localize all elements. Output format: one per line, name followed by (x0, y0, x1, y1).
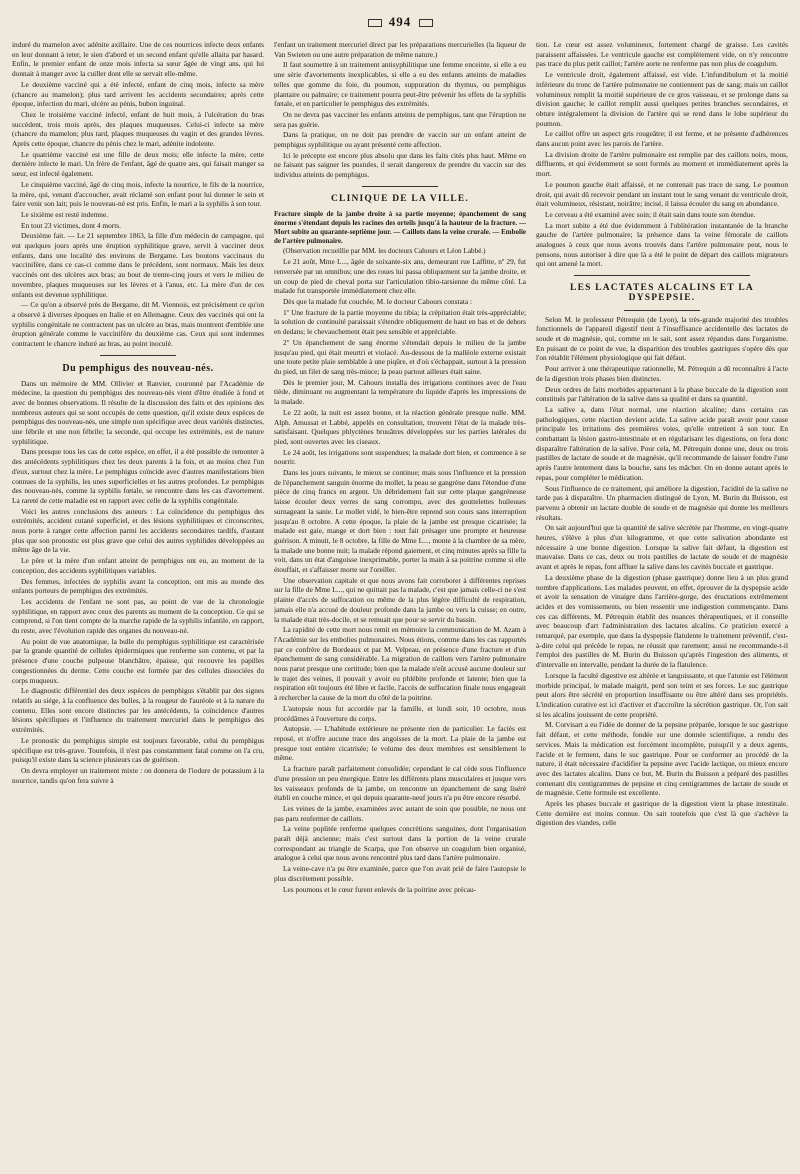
divider (100, 355, 176, 356)
paragraph: L'autopsie nous fut accordée par la famille, et lundi soir, 10 octobre, nous procédâmes à l'ouverture du corps. (274, 703, 526, 723)
paragraph: Le caillot offre un aspect gris rougeâtre; il est ferme, et ne présente d'adhérences dans aucun point avec les parois de l'artère. (536, 129, 788, 149)
paragraph: Dans la pratique, on ne doit pas prendre de vaccin sur un enfant atteint de pemphigus syphilitique ou ayant présenté cette affection. (274, 130, 526, 150)
paragraph: Le 24 août, les irrigations sont suspendues; la malade dort bien, et commence à se nourrir. (274, 447, 526, 467)
columns (12, 40, 788, 1170)
paragraph: Ici le précepte est encore plus absolu que dans les faits cités plus haut. Même en ne faisant pas saigner les pustules, il serait dangereux de prendre du vaccin sur des individus atteints de pemphigus. (274, 150, 526, 180)
paragraph: Le père et la mère d'un enfant atteint de pemphigus ont eu, au moment de la conception, des accidents syphilitiques variables. (12, 556, 264, 575)
paragraph: Des femmes, infectées de syphilis avant la conception, ont mis au monde des enfants porteurs de pemphigus des extrémités. (12, 576, 264, 596)
paragraph: On ne devra pas vacciner les enfants atteints de pemphigus, tant que l'éruption ne sera pas guérie. (274, 109, 526, 129)
paragraph: 2º Un épanchement de sang énorme s'étendait depuis le milieu de la jambe jusqu'au pied, qui était meurtri et violacé. Au-dessous de la malléole externe existait une toute petite plaie semblable à une piqûre, et d'où s'échappait, surtout à la pression du pied, un filet de sang très-mince; la peau partout ailleurs était saine. (274, 337, 526, 376)
divider (362, 186, 438, 187)
paragraph: Le diagnostic différentiel des deux espèces de pemphigus s'établit par des signes relatifs au siége, à la confluence des bulles, à la rougeur de l'auréole et à la nature du contenu. Elles sont encore distinctes par les antécédents, la coïncidence d'autres lésions spécifiques et l'influence du traitement mercuriel dans le pemphigus des extrémités. (12, 686, 264, 735)
ornament-right-icon (419, 19, 433, 27)
paragraph: Dès que la malade fut couchée, M. le docteur Cahours constata : (283, 297, 473, 307)
observation-credit: (Observation recueillie par MM. les docteurs Cahours et Léon Labbé.) (283, 246, 486, 255)
paragraph: Sous l'influence de ce traitement, qui améliore la digestion, l'acidité de la salive ne tarde pas à disparaître. Un pharmacien distingué de Lyon, M. Burin du Buisson, est parvenu à obtenir un lactate double de soude et de magnésie qui donne les meilleurs résultats. (536, 483, 788, 522)
paragraph: l'enfant un traitement mercuriel direct par les préparations mercurielles (la liqueur de Van Swieten ou une autre préparation de même nature.) (274, 40, 526, 59)
paragraph: Le poumon gauche était affaissé, et ne contenait pas trace de sang. Le poumon droit, qui avait dû recevoir pendant un instant tout le sang venant du ventricule droit, était volumineux, résistant, noirâtre; incisé, il laissa écouler du sang en abondance. (536, 179, 788, 209)
paragraph: On devra employer un traitement mixte : on donnera de l'iodure de potassium à la nourrice, tandis qu'on fera suivre à (12, 765, 264, 785)
paragraph: La veine-cave n'a pu être examinée, parce que l'on avait prié de faire l'autopsie le plus discrètement possible. (274, 864, 526, 883)
paragraph: Le pronostic du pemphigus simple est toujours favorable, celui du pemphigus spécifique est très-grave. Toutefois, il n'est pas constamment fatal comme on l'a cru, puisqu'il existe dans la science plusieurs cas de guérison. (12, 735, 264, 765)
paragraph: La mort subite a été due évidemment à l'oblitération instantanée de la branche gauche de l'artère pulmonaire; la présence dans la veine fémorale de caillots analogues à ceux que nous avons trouvés dans l'artère pulmonaire peut, nous le pensons, nous autoriser à dire que là a été le point de départ des caillots migrateurs qui ont amené la mort. (536, 220, 788, 269)
paragraph: Le deuxième vacciné qui a été infecté, enfant de cinq mois, infecte sa mère (chancre au mamelon); plus tard arrivent les accidents secondaires; après cette époque, infection du mari, ulcère au pénis, bubon inguinal. (12, 79, 264, 109)
divider (624, 310, 700, 311)
paragraph: Deuxième fait. — Le 21 septembre 1863, la fille d'un médecin de campagne, qui eut quelques jours après une éruption syphilitique grave, servit à vacciner deux enfants, dans une localité des environs de Bergame. Les boutons vaccinaux du vaccinifère, dans ce cas-ci comme dans le précédent, sont normaux. Mais les deux vaccinés ont des ulcères aux bras; au bout de trente-cinq jours et vers le milieu de novembre, plaques muqueuses sur les lèvres et à l'anus, etc. La mère d'un de ces enfants est devenue syphilitique. (12, 231, 264, 299)
paragraph: La division droite de l'artère pulmonaire est remplie par des caillots noirs, mous, diffluents, et qui évidemment se sont formés au moment et immédiatement après la mort. (536, 149, 788, 179)
paragraph: Autopsie. — L'habitude extérieure ne présente rien de particulier. Le faciès est reposé, et n'offre aucune trace des angoisses de la mort. La plaie de la jambe est presque tout entière cicatrisée; le volume des deux membres est sensiblement le même. (274, 724, 526, 763)
paragraph: On sait aujourd'hui que la quantité de salive sécrétée par l'homme, en vingt-quatre heures, s'élève à plus d'un kilogramme, et que cette salivation abondante est nécessaire à une bonne digestion. Lorsque la salive fait défaut, la digestion est mauvaise. Dans ce cas, deux ou trois pastilles de lactate de soude et de magnésie avant et après le repas, font affluer la salive dans les cavités buccale et gastrique. (536, 523, 788, 572)
page-number: 494 (388, 14, 412, 29)
paragraph: Voici les autres conclusions des auteurs : La coïncidence du pemphigus des extrémités, accident cutané superficiel, et des lésions syphilitiques et circonscrites, nous porte à ranger cette affection parmi les accidents secondaires tardifs, d'autant plus que son pronostic est plus grave que celui des autres syphilides développées au même âge de la vie. (12, 506, 264, 555)
paragraph: La deuxième phase de la digestion (phase gastrique) donne lieu à un plus grand nombre d'applications. Les malades peuvent, en effet, éprouver de la dyspepsie acide et avoir la sensation de vinaigre dans l'arrière-gorge, des éructations extrêmement acides et des vomissements, ou bien ressentir une indigestion commençante. Dans ces cas différents, M. Pétrequin établit des nuances thérapeutiques, et il conseille avec beaucoup d'art l'administration des lactates alcalins. Ce praticien exercé a remarqué, par exemple, que dans la dyspepsie flatulente le traitement préventif, c'est-à-dire celui qui précède le repas, ne réussit que rarement; aussi ne recommande-t-il l'emploi des pastilles de M. Burin du Buisson qu'après l'ingestion des aliments, et d'intervalle en intervalle, pendant la durée de la flatulence. (536, 572, 788, 670)
article-summary: Fracture simple de la jambe droite à sa partie moyenne; épanchement de sang énorme s'étendant depuis les racines des orteils jusqu'à la hauteur de la fracture. — Mort subite au quarante-septième jour. — Caillots dans la veine crurale. — Embolie de l'artère pulmonaire. (274, 209, 526, 245)
paragraph: — Ce qu'on a observé près de Bergame, dit M. Viennois, est précisément ce qu'on a observé à diverses époques en Italie et en Allemagne. Ceux des vaccinés qui ont la syphilis congénitale ne contractent pas un ulcère au bras, mais montrent d'emblée une éruption générale comme le vaccinifère du deuxième cas. Ceux qui sont indemnes contractent le chancre induré au bras, au point inoculé. (12, 300, 264, 349)
paragraph: La salive a, dans l'état normal, une réaction alcaline; dans certains cas pathologiques, cette réaction devient acide. La salive acide paraît avoir pour cause principale les irritations des premières voies, qu'elle entretient à son tour. En combattant la lésion gastro-intestinale et en régularisant les digestions, on fera donc disparaître l'altération de la salive. Pour cela, M. Pétrequin donne une, deux ou trois pastilles de lactate de soude et de magnésie, qu'il recommande de laisser fondre l'une après l'autre lentement dans la bouche, sans les mâcher. On en donne autant après le repas, pour compléter le médication. (536, 404, 788, 482)
paragraph: Lorsque la faculté digestive est altérée et languissante, et que l'atonie est l'élément morbide principal, le malade maigrit, perd son teint et ses forces. Le suc gastrique peut alors être sécrété en proportion insuffisante ou être altéré dans ses propriétés. L'indication curative est ici d'activer et d'accroître la sécrétion gastrique. Or, l'on sait si les alcalins jouissent de cette propriété. (536, 670, 788, 719)
section-title: LES LACTATES ALCALINS ET LA DYSPEPSIE. (570, 283, 754, 303)
paragraph: Dans un mémoire de MM. Ollivier et Ranvier, couronné par l'Académie de médecine, la question du pemphigus des nouveau-nés vient d'être étudiée à fond et avec de bonnes observations. Il résulte de la discussion des faits et des opinions des nombreux auteurs qui se sont occupés de cette question, qu'il existe deux espèces de pemphigus des nouveau-nés, une simple non spécifique avec deux variétés distinctes, une fébrile et une non fébrile; la seconde, qui occupe les extrémités, est de nature syphilitique. (12, 378, 264, 446)
paragraph: Selon M. le professeur Pétrequin (de Lyon), la très-grande majorité des troubles fonctionnels de l'appareil digestif tient à l'insuffisance accidentelle des lactates de soude et de magnésie, qui, comme on le sait, sont assez répandus dans l'organisme. En puisant de ce point de vue, la disparition des troubles gastriques s'opère dès que l'on rétablit l'élément physiologique qui fait défaut. (536, 314, 788, 363)
paragraph: Le cinquième vacciné, âgé de cinq mois, infecte la nourrice, le fils de la nourrice, la mère, qui, venant d'accoucher, avait réclamé son enfant pour lui donner le sein et faire venir son lait; puis le nouveau-né est pris. Enfin, le mari a la syphilis à son tour. (12, 179, 264, 209)
divider (574, 275, 750, 276)
section-title: CLINIQUE DE LA VILLE. (330, 193, 469, 204)
paragraph: Dans les jours suivants, le mieux se continue; mais sous l'influence et la pression de l'épanchement sanguin énorme du mollet, la peau se gangrène dans l'étendue d'une pièce de cinq francs en argent. Un débridement fait sur cette plaque gangréneuse laisse écouler deux verres de sang corrompu, avec des gouttelettes huileuses surnageant la sanie. Le mollet vidé, le bien-être reprend son cours sans interruption jusqu'au 8 octobre. A cette époque, la plaie de la jambe est presque cicatrisée; la malade est gaie, mange et dort bien : tout fait présager une prompte et heureuse guérison. A minuit, le 8 octobre, la fille de Mme L..., monte à la chambre de sa mère, la malade une bonne nuit; la malade répond gaiement, et cinq minutes après sa fille la voit, dans un état d'angoisse inexprimable, porter la main à sa poitrine comme si elle étouffait, et s'affaisser morte sur l'oreiller. (274, 468, 526, 575)
paragraph: Le quatrième vacciné est une fille de deux mois; elle infecte la mère, cette dernière infecte le mari. Un frère de l'enfant, âgé de quatre ans, qui faisait manger sa sœur, est infecté également. (12, 149, 264, 179)
paragraph: Dès le premier jour, M. Cahours installa des irrigations continues avec de l'eau tiède, diminuant ou augmentant la température du liquide d'après les impressions de la malade. (274, 377, 526, 407)
paragraph: Au point de vue anatomique, la bulle du pemphigus syphilitique est caractérisée par la grande quantité de cellules épidermiques que renferme son contenu, et par la présence d'une couche pulpeuse blanchâtre, épaisse, qui recouvre les papilles congestionnées du derme. Cette couche est formée par des cellules dissociées du corps muqueux. (12, 636, 264, 685)
paragraph: M. Corvisart a eu l'idée de donner de la pepsine préparée, lorsque le suc gastrique fait défaut, et cette méthode, fondée sur une donnée scientifique, a rendu des services. Mais la médication est forcément incomplète, puisqu'il y a deux agents, l'acide et le ferment, dans le suc gastrique. Pour se conformer au procédé de la nature, il était nécessaire d'acidifier la pepsine avec l'acide lactique, ou mieux encore avec des lactates alcalins. Dans ce but, M. Burin du Buisson a préparé des pastilles contenant dix centigrammes de pepsine et cinq centigrammes de lactate de soude et de magnésie. Cette formule est excellente. (536, 720, 788, 798)
paragraph: Pour arriver à une thérapeutique rationnelle, M. Pétrequin a dû reconnaître à l'acte de la digestion trois phases bien distinctes. (536, 364, 788, 383)
paragraph: Le 22 août, la nuit est assez bonne, et la réaction générale presque nulle. MM. Alph. Amussat et Labbé, appelés en consultation, trouvent l'état de la malade très-satisfaisant. Quelques phlyctènes bruuâtres développées sur les parties latérales du pied, sont ouvertes avec les ciseaux. (274, 407, 526, 446)
paragraph: Il faut soumettre à un traitement antisyphilitique une femme enceinte, si elle a eu une série d'avortements inexplicables, si elle a eu des enfants atteints de maladies telles que gomme du foie, du poumon, suppuration du thymus, ou pemphigus plantaire ou palmaire; ce traitement pourra peut-être prévenir les effets de la syphilis fœtale, et en particulier le pemphigus des extrémités. (274, 60, 526, 109)
paragraph: induré du mamelon avec adénite axillaire. Une de ces nourrices infecte deux enfants en leur donnant à teter, le sien d'abord et un second enfant qu'elle allaita par hasard. Enfin, le premier enfant de onze mois infecta sa sœur âgée de vingt ans, qui lui donnait à manger avec la cuiller dont elle se servait elle-même. (12, 40, 264, 79)
ornament-left-icon (368, 19, 382, 27)
paragraph: La veine poplitée renferme quelques concrétions sanguines, dont l'organisation paraît déjà ancienne; mais c'est surtout dans la portion de la veine crurale correspondant au triangle de Scarpa, que l'on observe un coagulum bien organisé, analogue à celui que nous avons rencontré plus tard dans l'artère pulmonaire. (274, 824, 526, 863)
paragraph: Chez le troisième vacciné infecté, enfant de huit mois, à l'ulcération du bras succèdent, trois mois après, des plaques muqueuses. Celui-ci infecte sa mère (chancre du mamelon; plus tard, plaques muqueuses du vagin et des grandes lèvres. Après cette époque, chancre du pénis chez le mari, adénite indolente. (12, 109, 264, 149)
page-header (12, 14, 788, 36)
paragraph: Le ventricule droit, également affaissé, est vide. L'infundibulum et la moitié inférieure du tronc de l'artère pulmonaire ne contiennent pas de sang; mais un caillot volumineux remplit la moitié supérieure de ce gros vaisseau, et se prolonge dans sa division gauche; le caillot remplit aussi quelques petites branches secondaires, et obture intégralement la division de l'artère qui se rend dans le lobe supérieur du poumon. (536, 70, 788, 128)
paragraph: Une observation capitale et que nous avons fait corroborer à différentes reprises sur la fille de Mme L..., qui ne quittait pas la malade, c'est que jamais celle-ci ne s'est plainte d'accès de suffocation ou même de la plus légère difficulté de respiration, jamais elle n'a accusé de douleur profonde dans la jambe ou vers la cuisse; en outre, la malade était très-docile, et se remuait que pour se servir du bassin. (274, 575, 526, 624)
paragraph: Après les phases buccale et gastrique de la digestion vient la phase intestinale. Cette dernière est moins connue. On sait toutefois que c'est là que s'achève la digestion des viandes, celle (536, 799, 788, 828)
paragraph: 1º Une fracture de la partie moyenne du tibia; la crépitation était très-appréciable; la solution de continuité paraissait s'étendre obliquement de haut en bas et de dehors en dedans; le chevauchement était peu sensible et appréciable. (274, 307, 526, 337)
section-title: Du pemphigus des nouveau-nés. (62, 362, 214, 374)
paragraph: tion. Le cœur est assez volumineux, fortement chargé de graisse. Les cavités paraissent affaissées. Le ventricule gauche est complètement vide, on n'y rencontre pas trace du plus petit caillot; l'artère aorte ne renferme pas non plus de coagulum. (536, 40, 788, 69)
column-3 (536, 40, 788, 1170)
paragraph: Les veines de la jambe, examinées avec autant de soin que possible, ne nous ont pas paru renfermer de caillots. (274, 803, 526, 823)
paragraph: Le cerveau a été examiné avec soin; il était sain dans toute son étendue. (545, 209, 756, 219)
column-1 (12, 40, 264, 1170)
paragraph: Les poumons et le cœur furent enlevés de la poitrine avec précau- (283, 884, 477, 894)
paragraph: Les accidents de l'enfant ne sont pas, au point de vue de la chronologie syphilitique, en rapport avec ceux des parents au moment de la conception. Ce qui se comprend, si l'on tient compte de la marche rapide de la syphilis infantile, en rapport, du reste, avec l'évolution rapide des organes du nouveau-né. (12, 596, 264, 636)
paragraph: La fracture paraît parfaitement consolidée; cependant le cal cède sous l'influence d'une pression un peu énergique. Entre les différents plans musculaires et jusque vers les vaisseaux profonds de la jambe, on rencontre un épanchement de sang liséré établi en couche mince, et qui depuis quarante-neuf jours n'a pu être encore résorbé. (274, 764, 526, 803)
paragraph: Le 21 août, Mme L..., âgée de soixante-six ans, demeurant rue Laffitte, nº 29, fut renversée par un omnibus; une des roues lui passa obliquement sur la jambe droite, et un coup de pied de cheval porta sur l'articulation tibio-tarsienne du même côté. La malade fut transportée immédiatement chez elle. (274, 257, 526, 296)
column-2 (274, 40, 526, 1170)
paragraph: Deux ordres de faits morbides appartenant à la phase buccale de la digestion sont constitués par l'altération de la salive dans sa qualité et dans sa quantité. (536, 384, 788, 404)
paragraph: Dans presque tous les cas de cette espèce, en effet, il a été possible de remonter à des antécédents syphilitiques chez les deux parents à la fois, et au moins chez l'un d'eux, surtout chez la mère. Le pemphigus coïncide avec d'autres manifestations bien connues de la syphilis, les unes superficielles et les autres profondes. Le pemphigus des nouveau-nés, comme la syphilis fœtale, se rencontre dans les cas d'avortement. La rareté de cette maladie est en rapport avec celle de la syphilis congénitale. (12, 447, 264, 505)
paragraph: En tout 23 victimes, dont 4 morts. (21, 220, 121, 230)
paragraph: Le sixième est resté indemne. (21, 209, 109, 219)
paragraph: La rapidité de cette mort nous remit en mémoire la communication de M. Azam à l'Académie sur les embolies pulmonaires. Nous étions, comme dans les cas rapportés par ce confrère de Bordeaux et par M. Velpeau, en présence d'une fracture et d'un épanchement de sang considérable. La migration de caillots vers l'artère pulmonaire nous parut presque une certitude; bien que la malade n'eût accusé aucune douleur sur le trajet des veines, il pouvait y avoir eu phlébite profonde et latente; bien que la respiration eût toujours été libre et facile, l'accès de suffocation finale nous engageait à rechercher la cause de la mort du côté de la poitrine. (274, 625, 526, 703)
